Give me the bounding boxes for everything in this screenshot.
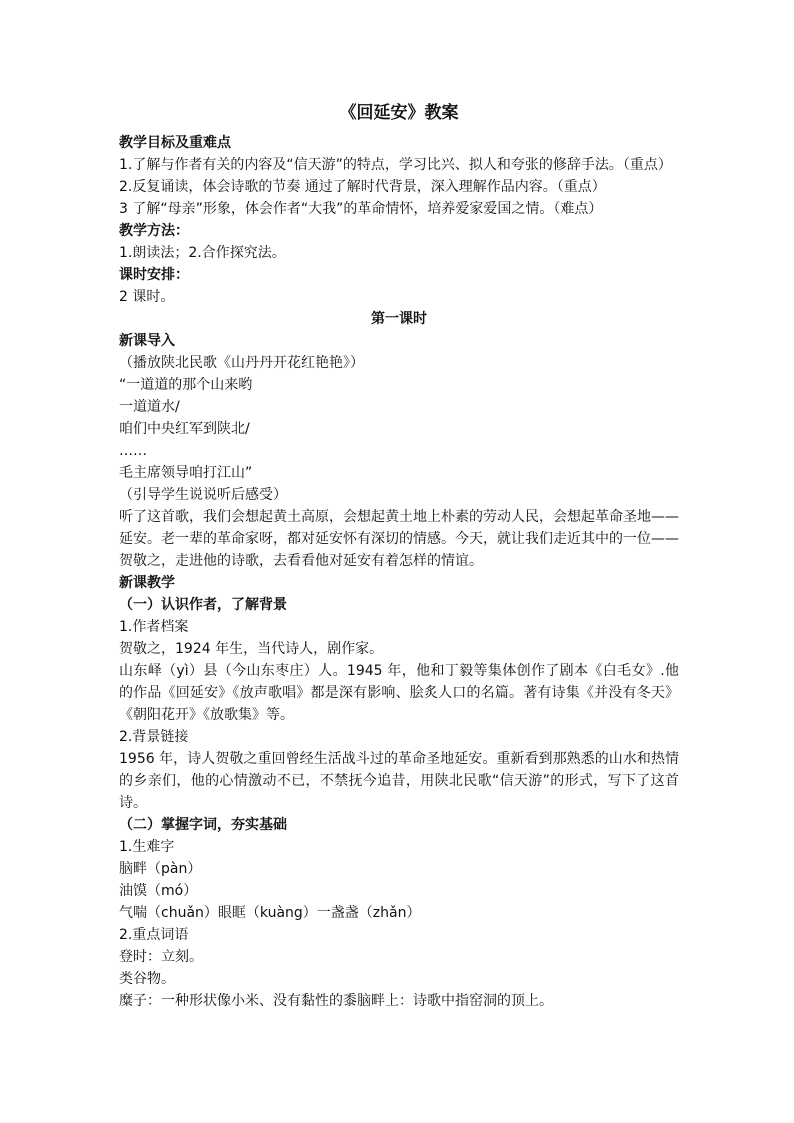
objective-2: 2.反复诵读，体会诗歌的节奏 通过了解时代背景，深入理解作品内容。（重点） bbox=[119, 179, 606, 195]
key-word-2: 类谷物。 bbox=[119, 971, 175, 987]
intro-paragraph: 听了这首歌，我们会想起黄土高原，会想起黄土地上朴素的劳动人民，会想起革命圣地——延安。老一辈的革命家呀，都对延安怀有深切的情感。今天，就让我们走近其中的一位——贺敬之，走进他的诗歌，去看看他对延安有着怎样的情谊。 bbox=[119, 509, 679, 569]
schedule-heading: 课时安排： bbox=[119, 267, 189, 283]
lyric-line-3: 咱们中央红军到陕北/ bbox=[119, 421, 250, 437]
author-paragraph: 山东峄（yì）县（今山东枣庄）人。1945 年，他和丁毅等集体创作了剧本《白毛女》.他的作品《回延安》《放声歌唱》都是深有影响、脍炙人口的名篇。著有诗集《并没有冬天》《朝阳花开》《放歌集》等。 bbox=[119, 663, 679, 723]
key-word-1: 登时：立刻。 bbox=[119, 949, 203, 965]
lyric-line-1: “一道道的那个山来哟 bbox=[119, 377, 253, 393]
difficult-char-3: 气喘（chuǎn）眼眶（kuàng）一盏盏（zhǎn） bbox=[119, 905, 421, 921]
author-line: 贺敬之，1924 年生，当代诗人，剧作家。 bbox=[119, 641, 384, 657]
document-title: 《回延安》教案 bbox=[339, 103, 459, 123]
difficult-chars-heading: 1.生难字 bbox=[119, 839, 175, 855]
author-file-heading: 1.作者档案 bbox=[119, 619, 189, 635]
document-content bbox=[119, 102, 679, 1012]
objective-1: 1.了解与作者有关的内容及“信天游”的特点，学习比兴、拟人和夸张的修辞手法。（重点） bbox=[119, 157, 672, 173]
guide-note: （引导学生说说听后感受） bbox=[119, 487, 287, 503]
lesson-one-heading: 第一课时 bbox=[371, 311, 427, 327]
background-paragraph: 1956 年，诗人贺敬之重回曾经生活战斗过的革命圣地延安。重新看到那熟悉的山水和热情的乡亲们，他的心情激动不已，不禁抚今追昔，用陕北民歌“信天游”的形式，写下了这首诗。 bbox=[119, 751, 679, 811]
difficult-char-1: 脑畔（pàn） bbox=[119, 861, 202, 877]
teaching-heading: 新课教学 bbox=[119, 575, 175, 591]
lyric-line-4: …… bbox=[119, 443, 147, 459]
key-words-heading: 2.重点词语 bbox=[119, 927, 189, 943]
part-one-heading: （一）认识作者，了解背景 bbox=[119, 597, 287, 613]
lyric-line-5: 毛主席领导咱打江山” bbox=[119, 465, 253, 481]
intro-song: （播放陕北民歌《山丹丹开花红艳艳》） bbox=[119, 355, 364, 371]
lyric-line-2: 一道道水/ bbox=[119, 399, 180, 415]
methods-text: 1.朗读法；2.合作探究法。 bbox=[119, 245, 286, 261]
methods-heading: 教学方法： bbox=[119, 223, 189, 239]
background-heading: 2.背景链接 bbox=[119, 729, 189, 745]
key-word-3: 糜子：一种形状像小米、没有黏性的黍脑畔上：诗歌中指窑洞的顶上。 bbox=[119, 993, 553, 1009]
objective-3: 3 了解“母亲”形象，体会作者“大我”的革命情怀，培养爱家爱国之情。（难点） bbox=[119, 201, 603, 217]
difficult-char-2: 油馍（mó） bbox=[119, 883, 198, 899]
schedule-text: 2 课时。 bbox=[119, 289, 175, 305]
intro-heading: 新课导入 bbox=[119, 333, 175, 349]
objectives-heading: 教学目标及重难点 bbox=[119, 135, 231, 151]
part-two-heading: （二）掌握字词，夯实基础 bbox=[119, 817, 287, 833]
